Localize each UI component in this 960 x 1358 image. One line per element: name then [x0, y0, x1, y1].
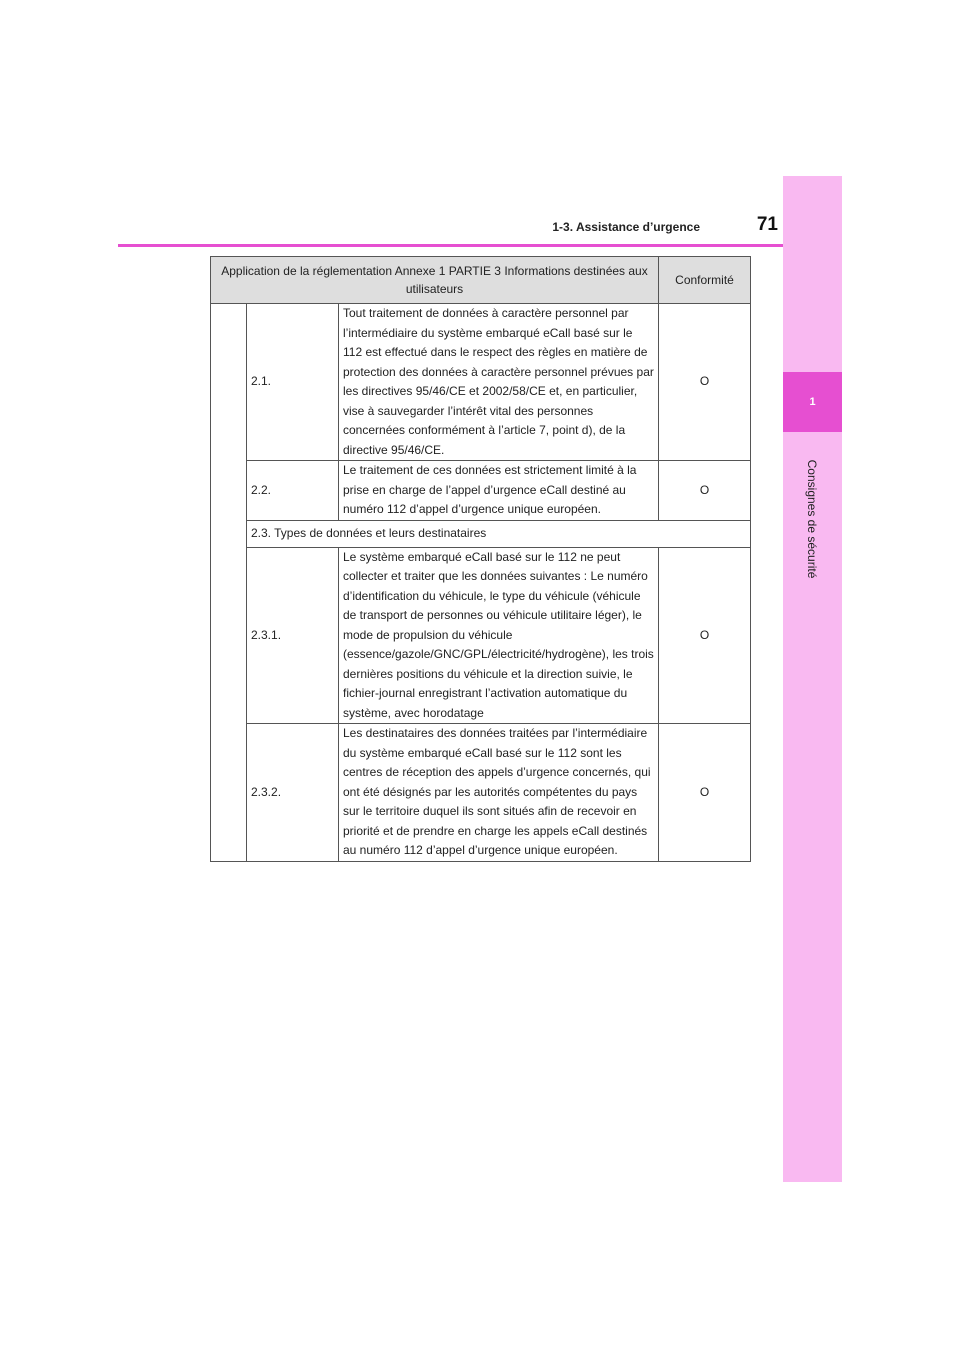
- row-number: 2.3.1.: [247, 547, 339, 724]
- indent-cell: [211, 304, 247, 862]
- row-conformity: O: [659, 461, 751, 521]
- section-title: 1-3. Assistance d’urgence: [552, 220, 700, 234]
- row-text: Les destinataires des données traitées par l’intermédiaire du système embarqué eCall basé sur le 112 sont les centres de réception des appels d’urgence concernés, qui ont été désignés par les autorités compétentes du pays sur le territoire duquel ils sont situés afin de recevoir en priorité et de prendre en charge les appels eCall destinés au numéro 112 d’appel d’urgence unique européen.: [339, 724, 659, 862]
- table-row: [211, 724, 751, 862]
- row-conformity: O: [659, 724, 751, 862]
- group-heading: 2.3. Types de données et leurs destinataires: [247, 520, 751, 547]
- table-row: [211, 461, 751, 521]
- table-header-row: [211, 257, 751, 304]
- row-number: 2.3.2.: [247, 724, 339, 862]
- chapter-label: Consignes de sécurité: [805, 459, 819, 579]
- row-text: Le système embarqué eCall basé sur le 112 ne peut collecter et traiter que les données suivantes : Le numéro d’identification du véhicule, le type du véhicule (véhicule de transport de personnes ou véhicule utilitaire léger), le mode de propulsion du véhicule (essence/gazole/GNC/GPL/électricité/hydrogène), les trois dernières positions du véhicule et la direction suivie, le fichier-journal enregistrant l’activation automatique du système, avec horodatage: [339, 547, 659, 724]
- row-number: 2.1.: [247, 304, 339, 461]
- row-conformity: O: [659, 304, 751, 461]
- regulation-table: [210, 256, 751, 862]
- table-header-title: Application de la réglementation Annexe 1 PARTIE 3 Informations destinées aux utilisateurs: [211, 257, 659, 304]
- chapter-side-tab: [783, 176, 842, 1182]
- row-number: 2.2.: [247, 461, 339, 521]
- row-text: Tout traitement de données à caractère personnel par l’intermédiaire du système embarqué eCall basé sur le 112 est effectué dans le respect des règles en matière de protection des données à caractère personnel prévues par les directives 95/46/CE et 2002/58/CE et, en particulier, vise à sauvegarder l’intérêt vital des personnes concernées conformément à l’article 7, point d), de la directive 95/46/CE.: [339, 304, 659, 461]
- table-group-row: [211, 520, 751, 547]
- chapter-number-badge: 1: [783, 372, 842, 432]
- row-text: Le traitement de ces données est strictement limité à la prise en charge de l’appel d’urgence eCall destiné au numéro 112 d’appel d’urgence unique européen.: [339, 461, 659, 521]
- row-conformity: O: [659, 547, 751, 724]
- table-row: [211, 304, 751, 461]
- header-divider: [118, 244, 783, 247]
- table-header-conformity: Conformité: [659, 257, 751, 304]
- table-row: [211, 547, 751, 724]
- page-number: 71: [756, 214, 778, 235]
